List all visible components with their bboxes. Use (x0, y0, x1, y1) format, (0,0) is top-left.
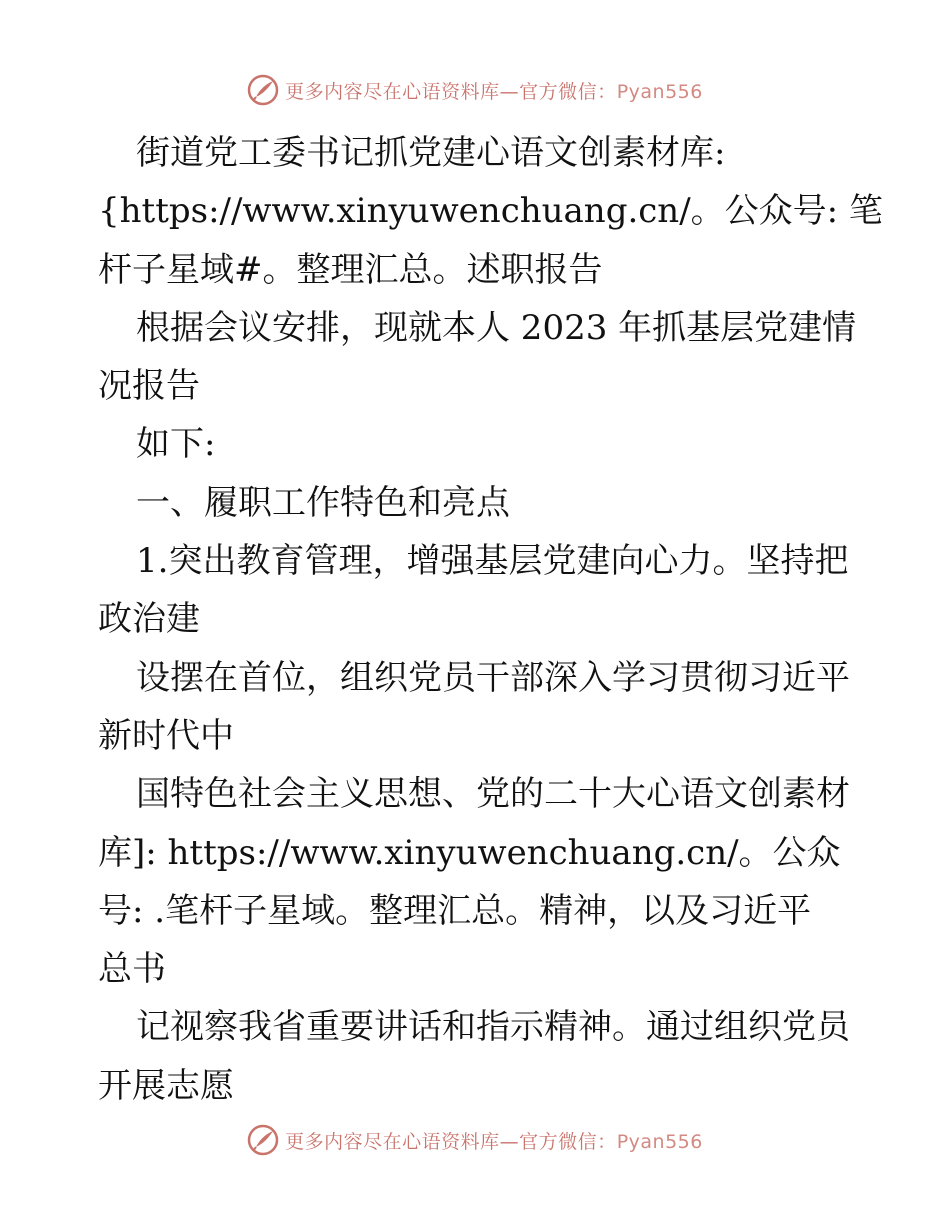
watermark-text: 更多内容尽在心语资料库 (285, 80, 500, 103)
watermark-wechat-label: 官方微信： (519, 1130, 617, 1153)
text-line: 国特色社会主义思想、党的二十大心语文创素材 (136, 774, 850, 815)
text-line: 号: .笔杆子星域。整理汇总。精神，以及习近平 (98, 890, 812, 931)
document-body (98, 124, 883, 1115)
text-line: 库]: https://www.xinyuwenchuang.cn/。公众 (98, 832, 841, 873)
feather-pen-logo-icon (247, 1124, 279, 1156)
text-line: 一、履职工作特色和亮点 (136, 482, 510, 523)
text-line: 1.突出教育管理，增强基层党建向心力。坚持把 (136, 541, 849, 582)
text-line: {https://www.xinyuwenchuang.cn/。公众号: 笔 (98, 191, 883, 232)
text-line: 新时代中 (98, 715, 234, 756)
watermark-footer (0, 1122, 950, 1158)
text-line: 况报告 (98, 366, 200, 407)
text-line: 街道党工委书记抓党建心语文创素材库: (136, 133, 726, 173)
text-line: 设摆在首位，组织党员干部深入学习贯彻习近平 (136, 657, 850, 698)
watermark-separator: — (499, 80, 520, 103)
watermark-wechat-label: 官方微信： (519, 80, 617, 103)
watermark-header (0, 72, 950, 108)
watermark-text: 更多内容尽在心语资料库 (285, 1130, 500, 1153)
text-line: 记视察我省重要讲话和指示精神。通过组织党员 (136, 1007, 850, 1048)
text-line: 根据会议安排，现就本人 2023 年抓基层党建情 (136, 307, 857, 348)
watermark-separator: — (499, 1130, 520, 1153)
text-line: 如下: (136, 424, 216, 465)
text-line: 开展志愿 (98, 1065, 234, 1106)
text-line: 政治建 (98, 599, 200, 640)
text-line: 总书 (98, 949, 166, 990)
watermark-wechat-id: Pyan556 (616, 80, 703, 103)
text-line: 杆子星域#。整理汇总。述职报告 (98, 249, 603, 290)
feather-pen-logo-icon (247, 74, 279, 106)
watermark-wechat-id: Pyan556 (616, 1130, 703, 1153)
